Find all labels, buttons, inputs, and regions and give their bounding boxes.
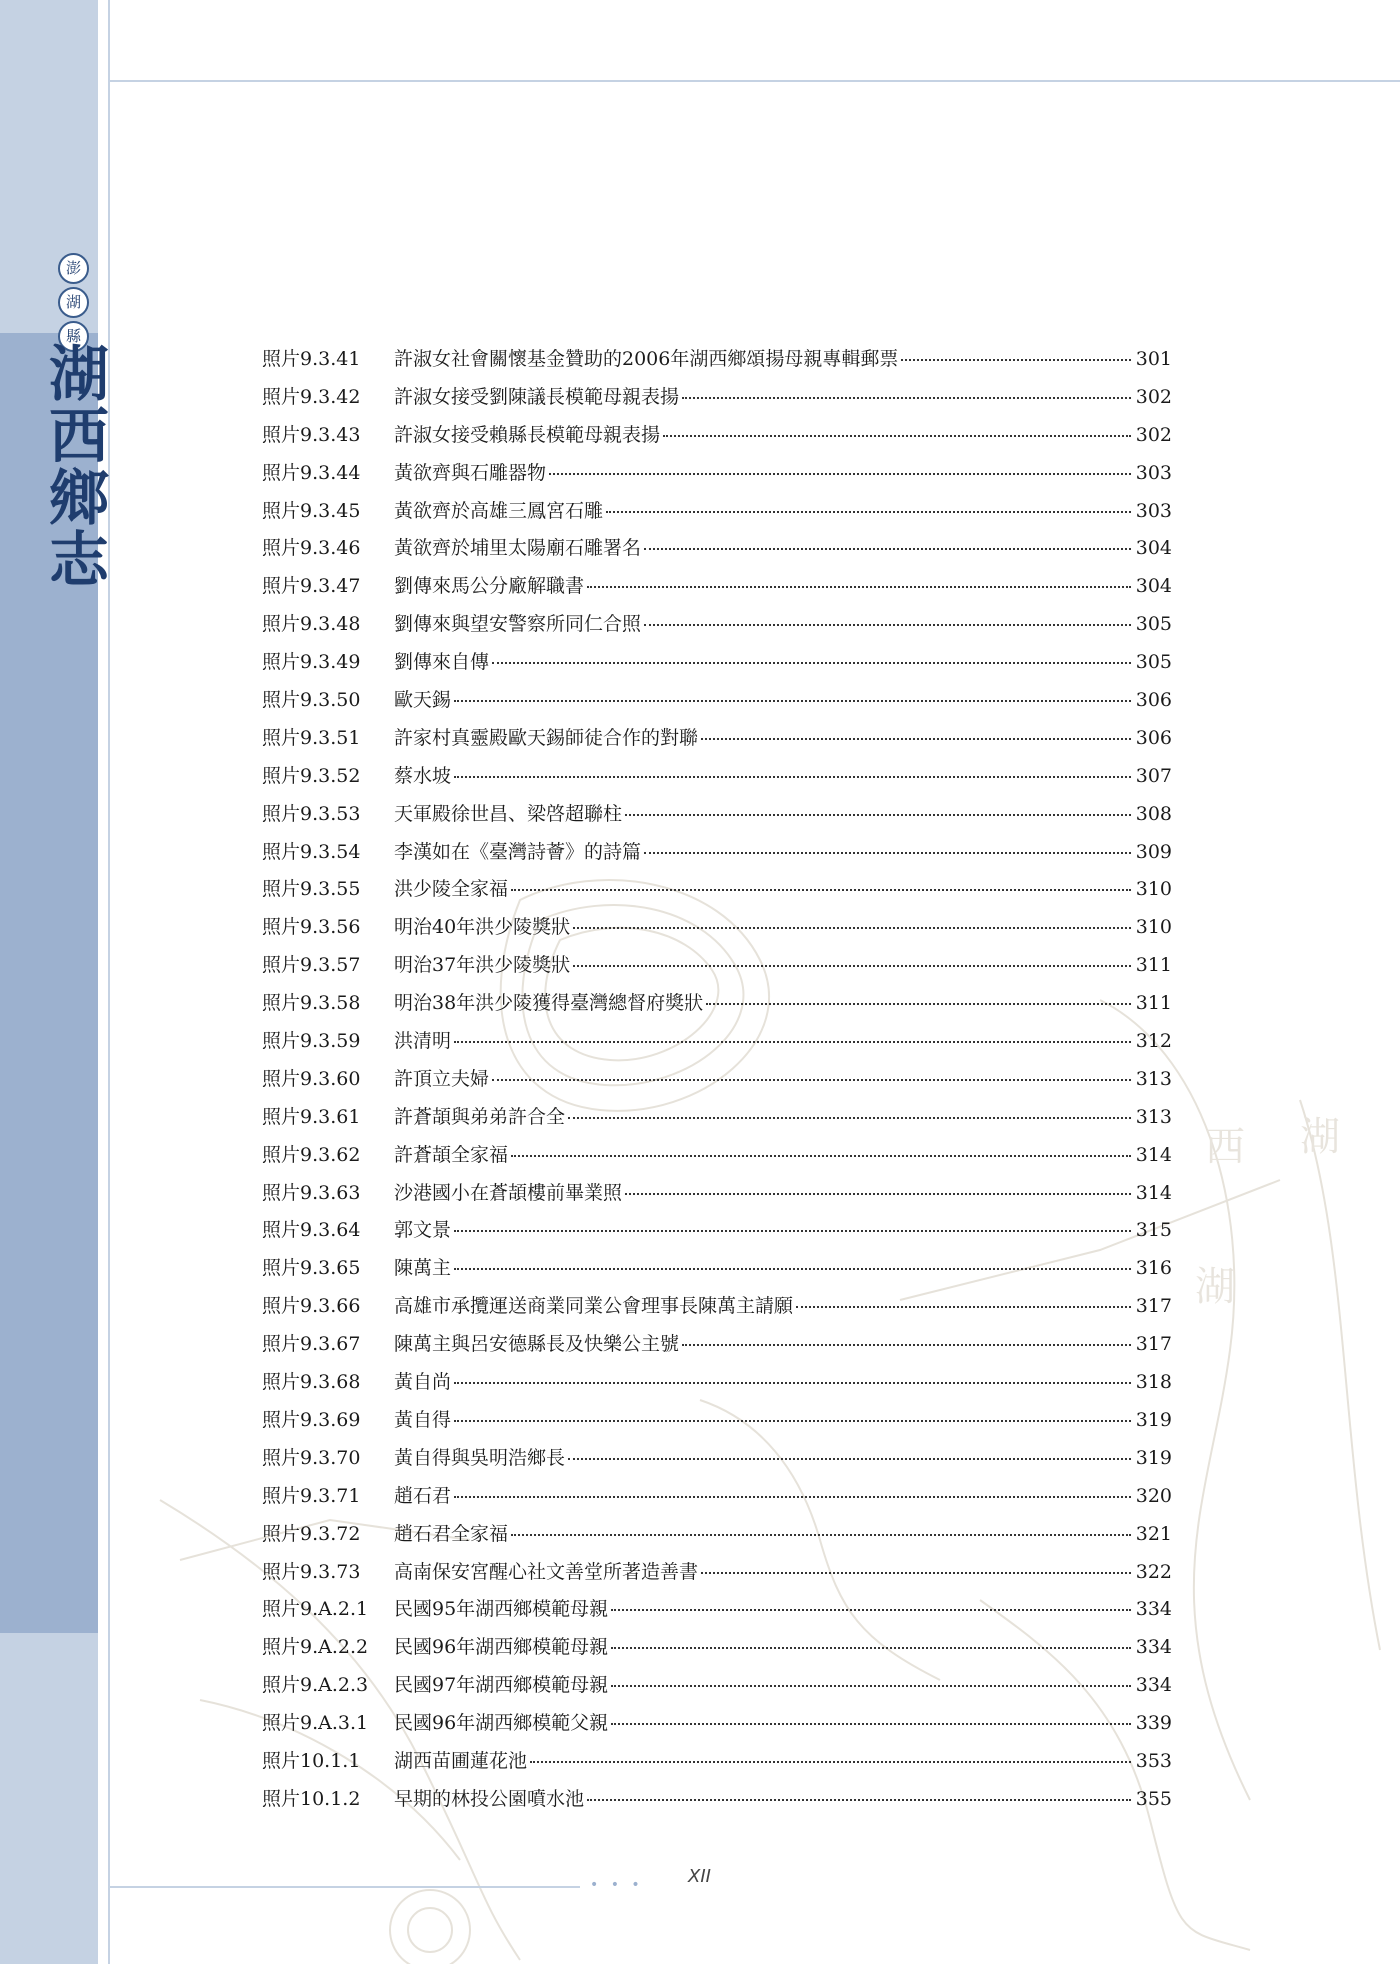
toc-entry-number: 照片9.3.61 <box>262 1105 361 1128</box>
toc-row <box>262 571 1172 609</box>
toc-entry-title: 劉傳來與望安警察所同仁合照 <box>394 613 642 636</box>
toc-leader-dots <box>530 1761 1131 1763</box>
toc-row <box>262 458 1172 496</box>
toc-entry-title: 陳萬主與呂安德縣長及快樂公主號 <box>394 1333 680 1356</box>
toc-entry-page: 334 <box>1135 1598 1172 1621</box>
header-rule <box>110 80 1400 82</box>
toc-leader-dots <box>454 1496 1131 1498</box>
toc-leader-dots <box>454 1041 1131 1043</box>
toc-entry-number: 照片9.3.66 <box>262 1295 361 1318</box>
toc-row <box>262 1594 1172 1632</box>
toc-leader-dots <box>901 359 1131 361</box>
toc-entry-number: 照片9.3.46 <box>262 537 361 560</box>
toc-entry-page: 304 <box>1135 537 1172 560</box>
toc-entry-page: 334 <box>1135 1674 1172 1697</box>
toc-entry-number: 照片9.A.2.2 <box>262 1636 369 1659</box>
toc-row <box>262 647 1172 685</box>
toc-row <box>262 420 1172 458</box>
toc-entry-number: 照片9.3.42 <box>262 385 361 408</box>
photo-index-list <box>262 344 1172 1822</box>
toc-entry-page: 305 <box>1135 651 1172 674</box>
toc-entry-title: 郭文景 <box>394 1219 452 1242</box>
toc-entry-title: 許家村真靈殿歐天錫師徒合作的對聯 <box>394 726 699 749</box>
toc-entry-title: 歐天錫 <box>394 689 452 712</box>
toc-row <box>262 837 1172 875</box>
toc-row <box>262 1064 1172 1102</box>
footer-rule <box>110 1886 580 1888</box>
toc-row <box>262 874 1172 912</box>
toc-leader-dots <box>611 1647 1131 1649</box>
toc-entry-title: 許頂立夫婦 <box>394 1067 490 1090</box>
toc-entry-page: 313 <box>1135 1067 1172 1090</box>
toc-row <box>262 1557 1172 1595</box>
toc-entry-number: 照片9.3.53 <box>262 802 361 825</box>
toc-leader-dots <box>492 662 1131 664</box>
toc-entry-title: 蔡水坡 <box>394 764 452 787</box>
toc-entry-page: 314 <box>1135 1143 1172 1166</box>
toc-row <box>262 1632 1172 1670</box>
toc-entry-number: 照片9.3.47 <box>262 575 361 598</box>
toc-entry-page: 311 <box>1135 992 1172 1015</box>
toc-entry-page: 321 <box>1135 1522 1172 1545</box>
toc-leader-dots <box>454 1230 1131 1232</box>
toc-leader-dots <box>454 1420 1131 1422</box>
toc-entry-title: 趙石君 <box>394 1484 452 1507</box>
toc-entry-number: 照片9.A.3.1 <box>262 1712 369 1735</box>
toc-leader-dots <box>573 965 1131 967</box>
toc-row <box>262 1102 1172 1140</box>
toc-entry-title: 許淑女社會關懷基金贊助的2006年湖西鄉頌揚母親專輯郵票 <box>394 348 899 370</box>
book-title: 湖西鄉志 <box>39 342 109 590</box>
toc-row <box>262 761 1172 799</box>
toc-entry-title: 高南保安宮醒心社文善堂所著造善書 <box>394 1560 699 1583</box>
toc-leader-dots <box>625 1193 1131 1195</box>
toc-entry-number: 照片9.3.48 <box>262 613 361 636</box>
toc-entry-page: 306 <box>1135 726 1172 749</box>
toc-entry-page: 305 <box>1135 613 1172 636</box>
toc-entry-number: 照片9.A.2.3 <box>262 1674 369 1697</box>
toc-leader-dots <box>796 1306 1131 1308</box>
toc-row <box>262 1253 1172 1291</box>
toc-row <box>262 912 1172 950</box>
toc-entry-page: 319 <box>1135 1408 1172 1431</box>
toc-entry-page: 355 <box>1135 1787 1172 1810</box>
toc-entry-number: 照片9.3.72 <box>262 1522 361 1545</box>
toc-entry-title: 黃自得 <box>394 1408 452 1431</box>
toc-entry-number: 照片9.3.64 <box>262 1219 361 1242</box>
toc-entry-title: 黃欲齊於高雄三鳳宮石雕 <box>394 499 604 522</box>
toc-row <box>262 1026 1172 1064</box>
toc-entry-page: 317 <box>1135 1295 1172 1318</box>
toc-row <box>262 1140 1172 1178</box>
toc-entry-page: 334 <box>1135 1636 1172 1659</box>
toc-entry-page: 308 <box>1135 802 1172 825</box>
sidebar-line <box>108 0 110 1964</box>
toc-leader-dots <box>587 586 1131 588</box>
toc-entry-page: 307 <box>1135 764 1172 787</box>
toc-entry-title: 明治38年洪少陵獲得臺灣總督府獎狀 <box>394 992 704 1015</box>
toc-entry-number: 照片9.3.44 <box>262 461 361 484</box>
toc-entry-page: 315 <box>1135 1219 1172 1242</box>
toc-entry-title: 許蒼頡與弟弟許合全 <box>394 1105 566 1128</box>
toc-entry-title: 高雄市承攬運送商業同業公會理事長陳萬主請願 <box>394 1295 794 1318</box>
toc-row <box>262 496 1172 534</box>
toc-entry-number: 照片9.3.55 <box>262 878 361 901</box>
toc-row <box>262 1215 1172 1253</box>
toc-leader-dots <box>701 1572 1131 1574</box>
toc-leader-dots <box>568 1458 1131 1460</box>
toc-row <box>262 1367 1172 1405</box>
county-badge: 澎 <box>58 253 89 284</box>
toc-entry-page: 306 <box>1135 689 1172 712</box>
toc-entry-title: 早期的林投公園噴水池 <box>394 1787 585 1810</box>
county-badge: 縣 <box>58 321 89 352</box>
toc-leader-dots <box>606 511 1131 513</box>
toc-leader-dots <box>611 1685 1131 1687</box>
toc-entry-page: 303 <box>1135 461 1172 484</box>
toc-row <box>262 344 1172 382</box>
toc-entry-title: 黃欲齊於埔里太陽廟石雕署名 <box>394 537 642 560</box>
toc-entry-number: 照片9.3.51 <box>262 726 361 749</box>
toc-row <box>262 1784 1172 1822</box>
toc-entry-number: 照片9.3.70 <box>262 1446 361 1469</box>
page-number: XII <box>688 1866 711 1887</box>
toc-entry-number: 照片9.3.65 <box>262 1257 361 1280</box>
toc-entry-page: 302 <box>1135 385 1172 408</box>
toc-entry-number: 照片9.3.41 <box>262 348 361 370</box>
toc-entry-title: 陳萬主 <box>394 1257 452 1280</box>
toc-entry-title: 洪清明 <box>394 1030 452 1053</box>
toc-row <box>262 1443 1172 1481</box>
toc-leader-dots <box>644 852 1131 854</box>
toc-leader-dots <box>454 700 1131 702</box>
toc-leader-dots <box>682 397 1131 399</box>
toc-entry-page: 313 <box>1135 1105 1172 1128</box>
toc-entry-number: 照片9.3.43 <box>262 423 361 446</box>
toc-leader-dots <box>454 1268 1131 1270</box>
toc-entry-page: 310 <box>1135 878 1172 901</box>
toc-entry-title: 黃自得與吳明浩鄉長 <box>394 1446 566 1469</box>
toc-entry-page: 302 <box>1135 423 1172 446</box>
toc-entry-page: 322 <box>1135 1560 1172 1583</box>
toc-leader-dots <box>706 1003 1131 1005</box>
toc-entry-number: 照片9.A.2.1 <box>262 1598 369 1621</box>
toc-leader-dots <box>568 1117 1131 1119</box>
toc-row <box>262 382 1172 420</box>
toc-entry-number: 照片10.1.2 <box>262 1787 361 1810</box>
toc-row <box>262 609 1172 647</box>
toc-entry-number: 照片9.3.54 <box>262 840 361 863</box>
toc-leader-dots <box>511 1155 1131 1157</box>
toc-entry-title: 劉傳來自傳 <box>394 651 490 674</box>
toc-row <box>262 1746 1172 1784</box>
toc-leader-dots <box>454 776 1131 778</box>
toc-entry-number: 照片9.3.68 <box>262 1371 361 1394</box>
toc-row <box>262 1178 1172 1216</box>
toc-leader-dots <box>663 435 1131 437</box>
toc-entry-title: 明治37年洪少陵獎狀 <box>394 954 571 977</box>
toc-leader-dots <box>682 1344 1131 1346</box>
toc-entry-number: 照片9.3.67 <box>262 1333 361 1356</box>
toc-entry-title: 民國96年湖西鄉模範父親 <box>394 1712 609 1735</box>
toc-entry-title: 許蒼頡全家福 <box>394 1143 509 1166</box>
svg-text:湖: 湖 <box>1195 1264 1235 1310</box>
toc-leader-dots <box>644 624 1131 626</box>
toc-entry-number: 照片9.3.60 <box>262 1067 361 1090</box>
toc-row <box>262 988 1172 1026</box>
toc-entry-title: 黃欲齊與石雕器物 <box>394 461 547 484</box>
toc-entry-title: 湖西苗圃蓮花池 <box>394 1749 528 1772</box>
toc-entry-title: 洪少陵全家福 <box>394 878 509 901</box>
toc-leader-dots <box>573 927 1131 929</box>
toc-entry-number: 照片9.3.50 <box>262 689 361 712</box>
toc-leader-dots <box>511 1534 1131 1536</box>
toc-row <box>262 1519 1172 1557</box>
toc-entry-number: 照片9.3.58 <box>262 992 361 1015</box>
toc-row <box>262 1329 1172 1367</box>
toc-row <box>262 1291 1172 1329</box>
toc-entry-title: 李漢如在《臺灣詩薈》的詩篇 <box>394 840 642 863</box>
toc-row <box>262 685 1172 723</box>
toc-row <box>262 950 1172 988</box>
toc-entry-page: 319 <box>1135 1446 1172 1469</box>
toc-entry-title: 民國97年湖西鄉模範母親 <box>394 1674 609 1697</box>
toc-entry-title: 劉傳來馬公分廠解職書 <box>394 575 585 598</box>
toc-entry-page: 309 <box>1135 840 1172 863</box>
sidebar-edge <box>98 0 102 1964</box>
toc-row <box>262 1481 1172 1519</box>
svg-text:湖: 湖 <box>1300 1114 1340 1160</box>
toc-entry-number: 照片9.3.69 <box>262 1408 361 1431</box>
toc-entry-page: 304 <box>1135 575 1172 598</box>
toc-leader-dots <box>611 1723 1131 1725</box>
toc-leader-dots <box>625 814 1131 816</box>
toc-entry-page: 316 <box>1135 1257 1172 1280</box>
toc-entry-page: 301 <box>1135 348 1172 370</box>
toc-entry-title: 天軍殿徐世昌、梁啓超聯柱 <box>394 802 623 825</box>
toc-entry-page: 339 <box>1135 1712 1172 1735</box>
toc-entry-title: 趙石君全家福 <box>394 1522 509 1545</box>
toc-entry-page: 310 <box>1135 916 1172 939</box>
toc-row <box>262 1708 1172 1746</box>
toc-entry-page: 317 <box>1135 1333 1172 1356</box>
toc-entry-number: 照片9.3.49 <box>262 651 361 674</box>
toc-entry-number: 照片9.3.59 <box>262 1030 361 1053</box>
toc-entry-title: 民國95年湖西鄉模範母親 <box>394 1598 609 1621</box>
toc-entry-page: 320 <box>1135 1484 1172 1507</box>
toc-entry-number: 照片9.3.71 <box>262 1484 361 1507</box>
toc-entry-number: 照片9.3.73 <box>262 1560 361 1583</box>
toc-leader-dots <box>644 548 1131 550</box>
toc-leader-dots <box>549 473 1131 475</box>
toc-entry-title: 民國96年湖西鄉模範母親 <box>394 1636 609 1659</box>
toc-leader-dots <box>454 1382 1131 1384</box>
toc-row <box>262 1670 1172 1708</box>
toc-entry-page: 314 <box>1135 1181 1172 1204</box>
toc-entry-page: 311 <box>1135 954 1172 977</box>
toc-entry-number: 照片9.3.52 <box>262 764 361 787</box>
toc-entry-title: 許淑女接受劉陳議長模範母親表揚 <box>394 385 680 408</box>
toc-entry-page: 318 <box>1135 1371 1172 1394</box>
toc-entry-number: 照片9.3.45 <box>262 499 361 522</box>
toc-row <box>262 799 1172 837</box>
toc-entry-title: 沙港國小在蒼頡樓前畢業照 <box>394 1181 623 1204</box>
toc-entry-page: 312 <box>1135 1030 1172 1053</box>
toc-entry-number: 照片10.1.1 <box>262 1749 361 1772</box>
toc-leader-dots <box>611 1609 1131 1611</box>
toc-row <box>262 723 1172 761</box>
toc-leader-dots <box>511 889 1131 891</box>
toc-leader-dots <box>701 738 1131 740</box>
toc-entry-title: 許淑女接受賴縣長模範母親表揚 <box>394 423 661 446</box>
toc-entry-page: 303 <box>1135 499 1172 522</box>
toc-entry-number: 照片9.3.63 <box>262 1181 361 1204</box>
toc-entry-number: 照片9.3.62 <box>262 1143 361 1166</box>
county-badges <box>58 253 89 352</box>
svg-text:西: 西 <box>1205 1124 1245 1170</box>
toc-row <box>262 533 1172 571</box>
toc-row <box>262 1405 1172 1443</box>
toc-entry-title: 黃自尚 <box>394 1371 452 1394</box>
county-badge: 湖 <box>58 287 89 318</box>
footer-dots: • • • <box>590 1877 644 1893</box>
toc-entry-page: 353 <box>1135 1749 1172 1772</box>
toc-leader-dots <box>492 1079 1131 1081</box>
toc-leader-dots <box>587 1799 1131 1801</box>
toc-entry-number: 照片9.3.57 <box>262 954 361 977</box>
toc-entry-number: 照片9.3.56 <box>262 916 361 939</box>
toc-entry-title: 明治40年洪少陵獎狀 <box>394 916 571 939</box>
